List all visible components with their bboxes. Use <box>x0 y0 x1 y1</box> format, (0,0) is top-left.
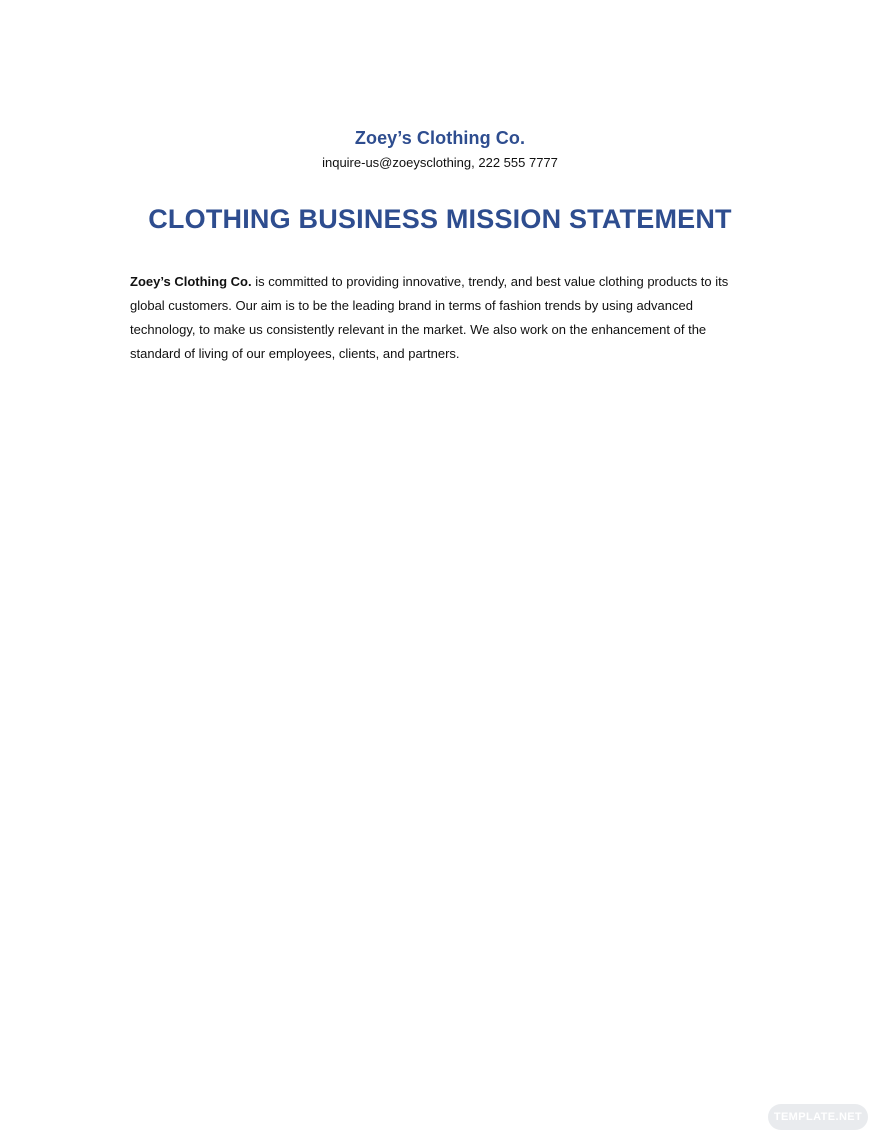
company-name: Zoey’s Clothing Co. <box>354 128 526 148</box>
document-title: CLOTHING BUSINESS MISSION STATEMENT <box>148 204 732 234</box>
template-watermark: TEMPLATE.NET <box>768 1104 868 1130</box>
company-name-bold: Zoey’s Clothing Co. <box>130 274 252 289</box>
mission-statement-paragraph <box>130 270 752 366</box>
mission-statement-text: is committed to providing innovative, trendy, and best value clothing products to its global customers. Our aim is to be the leading brand in terms of fashion trends by using advanced technology, to make us consistently relevant in the market. We also work on the enhancement of the standard of living of our employees, clients, and partners. <box>130 274 729 361</box>
contact-line: inquire-us@zoeysclothing, 222 555 7777 <box>322 155 558 170</box>
